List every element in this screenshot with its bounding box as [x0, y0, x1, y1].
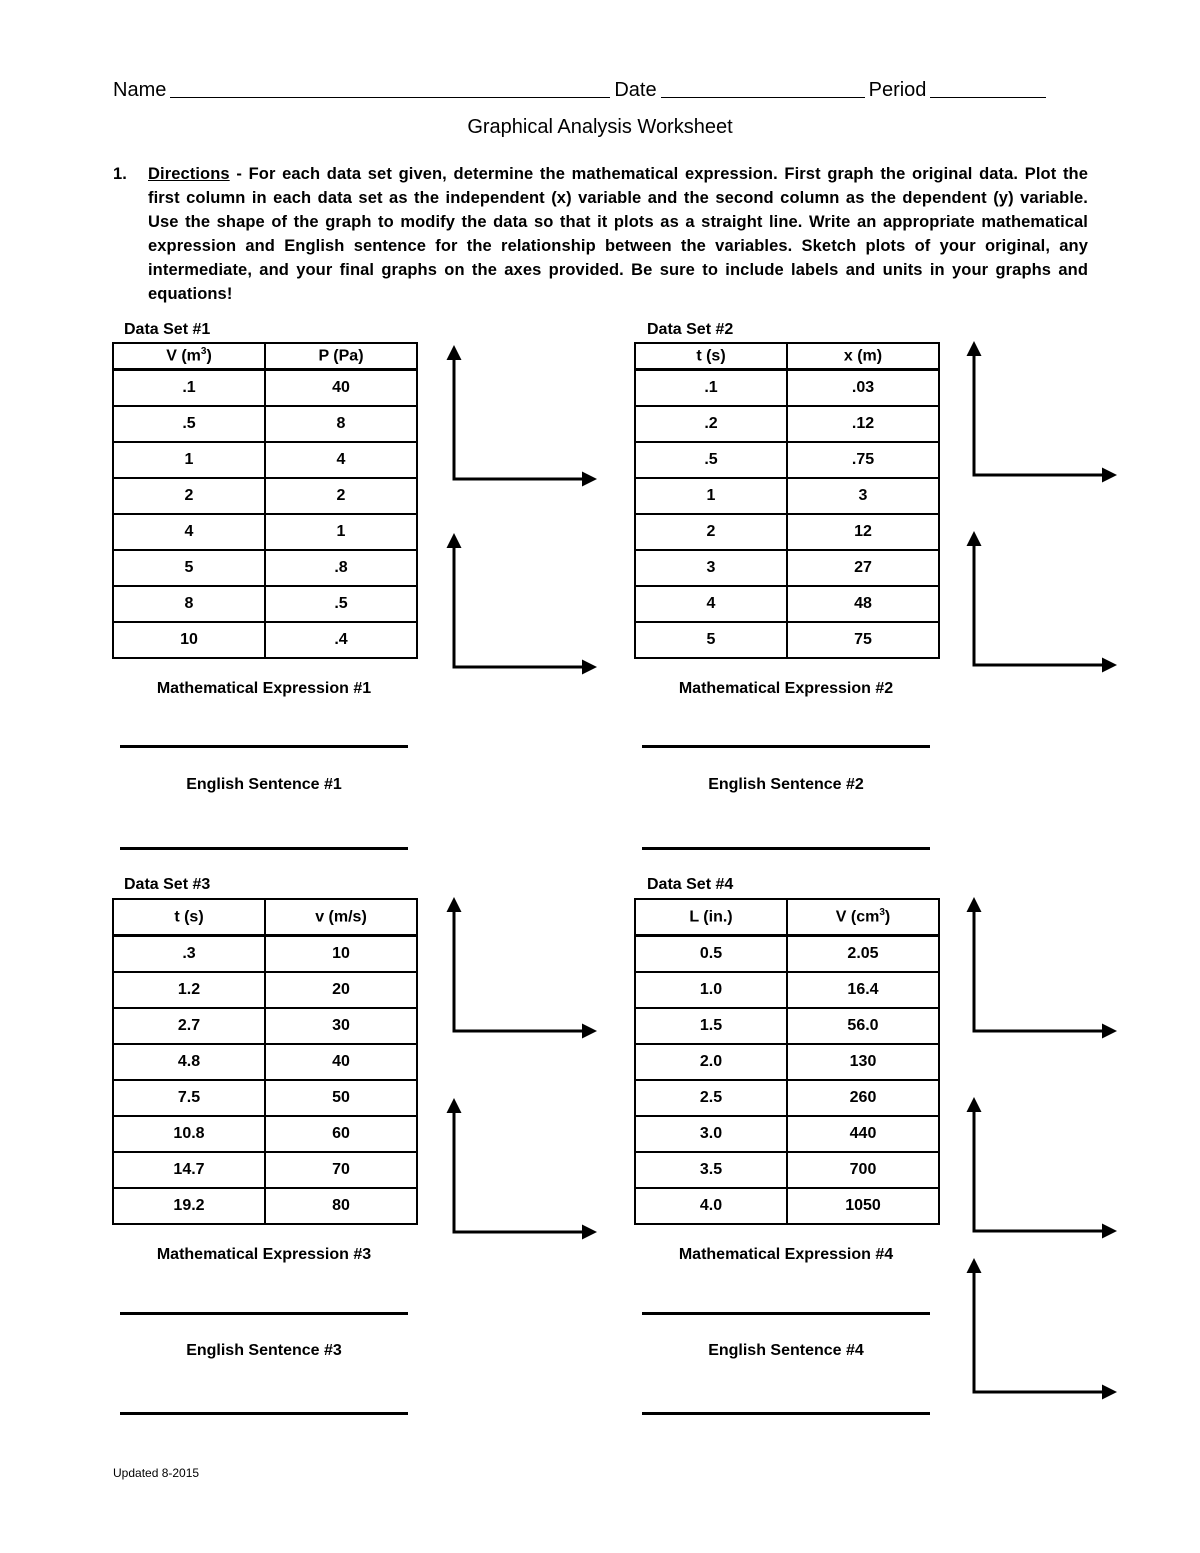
table-cell: 4: [635, 586, 787, 622]
english-sentence-1-label: English Sentence #1: [186, 776, 342, 793]
table-cell: 12: [787, 514, 939, 550]
table-cell: 2: [113, 478, 265, 514]
table-cell: 3: [635, 550, 787, 586]
table-cell: 10.8: [113, 1116, 265, 1152]
table-cell: .5: [265, 586, 417, 622]
name-label: Name: [113, 79, 167, 101]
graph-axes-3b[interactable]: [454, 1101, 594, 1232]
column-header-2: x (m): [787, 343, 939, 370]
math-expression-3-label: Mathematical Expression #3: [156, 1246, 372, 1263]
table-cell: .5: [113, 406, 265, 442]
data-set-1-label: Data Set #1: [124, 321, 211, 338]
data-set-3-label: Data Set #3: [124, 876, 211, 893]
table-cell: 5: [113, 550, 265, 586]
table-cell: 260: [787, 1080, 939, 1116]
table-cell: 2.7: [113, 1008, 265, 1044]
table-cell: .8: [265, 550, 417, 586]
english-sentence-3-label: English Sentence #3: [186, 1342, 342, 1359]
table-cell: 2: [265, 478, 417, 514]
graph-axes-2a[interactable]: [974, 344, 1114, 475]
column-header-2: V $(cm^3)$: [787, 899, 939, 936]
graph-axes-2b[interactable]: [974, 534, 1114, 665]
table-cell: 700: [787, 1152, 939, 1188]
math-expression-1-label: Mathematical Expression #1: [156, 680, 372, 697]
math-expression-2-label: Mathematical Expression #2: [678, 680, 894, 697]
table-cell: 4: [113, 514, 265, 550]
table-cell: 7.5: [113, 1080, 265, 1116]
table-cell: 30: [265, 1008, 417, 1044]
table-cell: 1.2: [113, 972, 265, 1008]
table-cell: 1050: [787, 1188, 939, 1224]
table-cell: 4.8: [113, 1044, 265, 1080]
table-cell: .5: [635, 442, 787, 478]
english-sentence-2-label: English Sentence #2: [708, 776, 864, 793]
table-cell: 3.0: [635, 1116, 787, 1152]
data-set-2-label: Data Set #2: [647, 321, 734, 338]
graph-axes-4b[interactable]: [974, 1100, 1114, 1231]
table-cell: 8: [265, 406, 417, 442]
table-cell: 50: [265, 1080, 417, 1116]
table-cell: 1.5: [635, 1008, 787, 1044]
table-cell: 2.0: [635, 1044, 787, 1080]
table-cell: 440: [787, 1116, 939, 1152]
table-cell: 3: [787, 478, 939, 514]
data-set-4-label: Data Set #4: [647, 876, 734, 893]
table-cell: 1: [635, 478, 787, 514]
table-cell: 40: [265, 370, 417, 407]
table-cell: 19.2: [113, 1188, 265, 1224]
graph-axes-1b[interactable]: [454, 536, 594, 667]
table-cell: 2.05: [787, 936, 939, 973]
table-cell: .12: [787, 406, 939, 442]
table-cell: .4: [265, 622, 417, 658]
math-expression-4-label: Mathematical Expression #4: [678, 1246, 894, 1263]
table-cell: 0.5: [635, 936, 787, 973]
table-cell: .3: [113, 936, 265, 973]
table-cell: 8: [113, 586, 265, 622]
footer-updated: Updated 8-2015: [113, 1466, 200, 1480]
table-cell: 2.5: [635, 1080, 787, 1116]
graph-axes-4c[interactable]: [974, 1261, 1114, 1392]
graph-axes-3a[interactable]: [454, 900, 594, 1031]
table-cell: 10: [265, 936, 417, 973]
table-cell: 20: [265, 972, 417, 1008]
table-cell: 10: [113, 622, 265, 658]
directions-text: - For each data set given, determine the mathematical expression. First graph the original data. Plot the first column in each data set as the independent (x) variable and the second column as the dependent (y) variable. Use the shape of the graph to modify the data so that it plots as a straight line. Write an appropriate mathematical expression and English sentence for the relationship between the variables. Sketch plots of your original, any intermediate, and your final graphs on the axes provided. Be sure to include labels and units in your graphs and equations!: [148, 165, 1088, 303]
table-cell: 5: [635, 622, 787, 658]
table-cell: 80: [265, 1188, 417, 1224]
page-title: Graphical Analysis Worksheet: [467, 116, 733, 138]
table-cell: 2: [635, 514, 787, 550]
table-cell: 4: [265, 442, 417, 478]
column-header-1: V $(m^3)$: [113, 343, 265, 370]
date-label: Date: [614, 79, 657, 101]
column-header-2: v (m/s): [265, 899, 417, 936]
graph-axes-4a[interactable]: [974, 900, 1114, 1031]
table-cell: .1: [635, 370, 787, 407]
directions-number: 1.: [113, 165, 127, 183]
table-cell: .75: [787, 442, 939, 478]
table-cell: .1: [113, 370, 265, 407]
table-cell: 1: [265, 514, 417, 550]
column-header-1: t (s): [635, 343, 787, 370]
column-header-1: L (in.): [635, 899, 787, 936]
column-header-2: P (Pa): [265, 343, 417, 370]
column-header-1: t (s): [113, 899, 265, 936]
table-cell: 70: [265, 1152, 417, 1188]
directions-heading: Directions: [148, 165, 230, 183]
table-cell: 60: [265, 1116, 417, 1152]
graph-axes-1a[interactable]: [454, 348, 594, 479]
period-label: Period: [868, 79, 927, 101]
table-cell: 56.0: [787, 1008, 939, 1044]
table-cell: 3.5: [635, 1152, 787, 1188]
table-cell: 1.0: [635, 972, 787, 1008]
table-cell: .2: [635, 406, 787, 442]
table-cell: 75: [787, 622, 939, 658]
table-cell: 130: [787, 1044, 939, 1080]
english-sentence-4-label: English Sentence #4: [708, 1342, 864, 1359]
table-cell: 40: [265, 1044, 417, 1080]
table-cell: 1: [113, 442, 265, 478]
table-cell: 4.0: [635, 1188, 787, 1224]
table-cell: .03: [787, 370, 939, 407]
table-cell: 27: [787, 550, 939, 586]
table-cell: 48: [787, 586, 939, 622]
table-cell: 14.7: [113, 1152, 265, 1188]
table-cell: 16.4: [787, 972, 939, 1008]
